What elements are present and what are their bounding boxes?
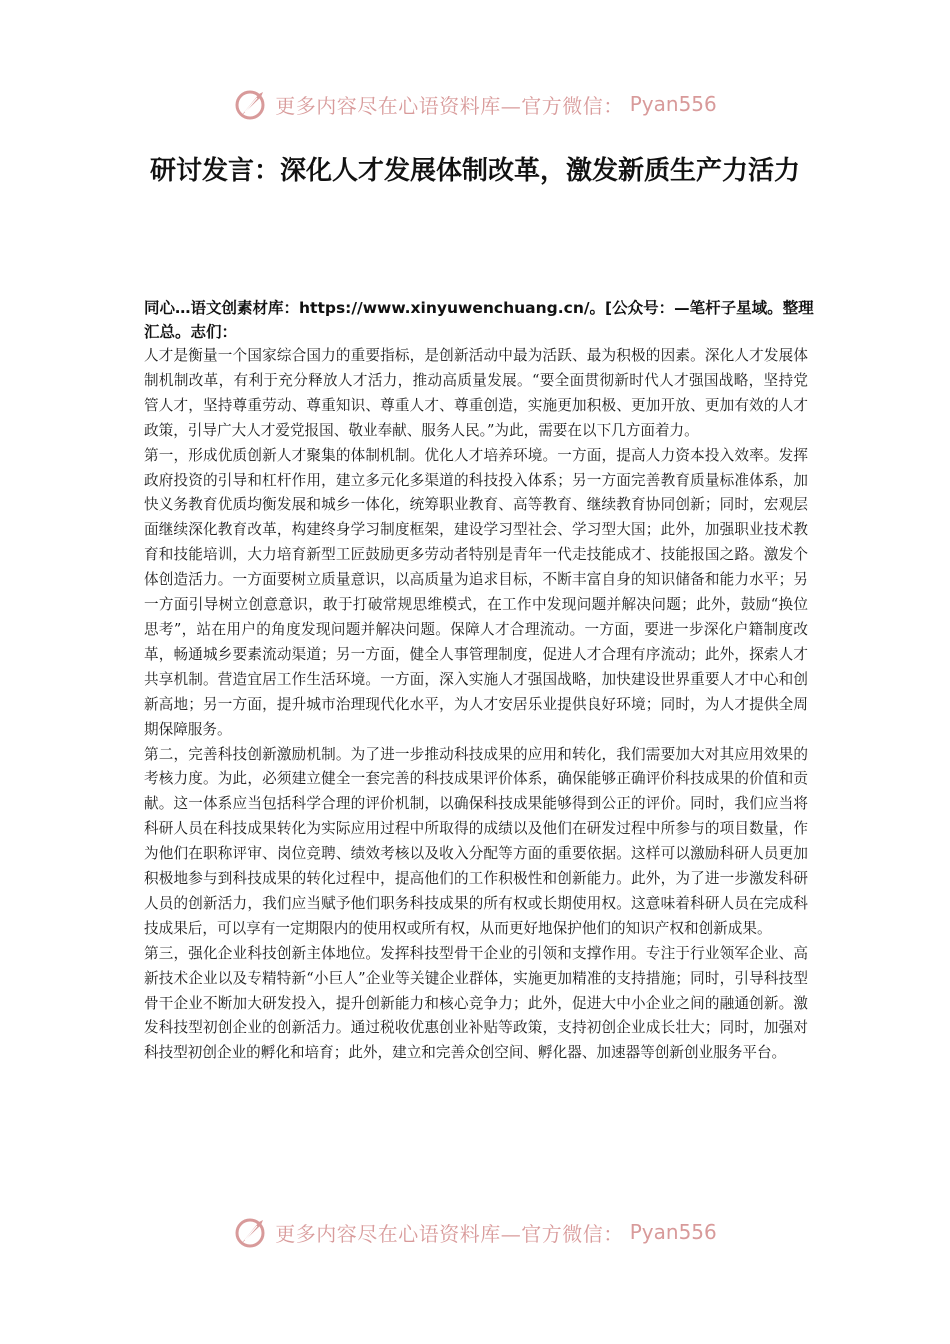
source-line: 同心…语文创素材库：https://www.xinyuwenchuang.cn/。[公众号：—笔杆子星域。整理汇总。志们： (144, 299, 814, 341)
banner-wechat-id: Pyan556 (629, 1220, 717, 1244)
paragraph: 第一，形成优质创新人才聚集的体制机制。优化人才培养环境。一方面，提高人力资本投入效率。发挥政府投资的引导和杠杆作用，建立多元化多渠道的科技投入体系；另一方面完善教育质量标准体系，加快义务教育优质均衡发展和城乡一体化，统筹职业教育、高等教育、继续教育协同创新；同时，宏观层面继续深化教育改革，构建终身学习制度框架，建设学习型社会、学习型大国；此外，加强职业技术教育和技能培训，大力培育新型工匠鼓励更多劳动者特别是青年一代走技能成才、技能报国之路。激发个体创造活力。一方面要树立质量意识，以高质量为追求目标，不断丰富自身的知识储备和能力水平；另一方面引导树立创意意识，敢于打破常规思维模式，在工作中发现问题并解决问题；此外，鼓励“换位思考”，站在用户的角度发现问题并解决问题。保障人才合理流动。一方面，要进一步深化户籍制度改革，畅通城乡要素流动渠道；另一方面，健全人事管理制度，促进人才合理有序流动；此外，探索人才共享机制。营造宜居工作生活环境。一方面，深入实施人才强国战略，加快建设世界重要人才中心和创新高地；另一方面，提升城市治理现代化水平，为人才安居乐业提供良好环境；同时，为人才提供全周期保障服务。 (144, 446, 808, 738)
paragraph: 人才是衡量一个国家综合国力的重要指标，是创新活动中最为活跃、最为积极的因素。深化人才发展体制机制改革，有利于充分释放人才活力，推动高质量发展。“要全面贯彻新时代人才强国战略，坚持党管人才，坚持尊重劳动、尊重知识、尊重人才、尊重创造，实施更加积极、更加开放、更加有效的人才政策，引导广大人才爱党报国、敬业奉献、服务人民。”为此，需要在以下几方面着力。 (144, 347, 808, 439)
header-banner (0, 84, 950, 124)
quill-logo-icon (233, 1214, 269, 1250)
paragraph: 第二，完善科技创新激励机制。为了进一步推动科技成果的应用和转化，我们需要加大对其应用效果的考核力度。为此，必须建立健全一套完善的科技成果评价体系，确保能够正确评价科技成果的价值和贡献。这一体系应当包括科学合理的评价机制，以确保科技成果能够得到公正的评价。同时，我们应当将科研人员在科技成果转化为实际应用过程中所取得的成绩以及他们在研发过程中所参与的项目数量，作为他们在职称评审、岗位竞聘、绩效考核以及收入分配等方面的重要依据。这样可以激励科研人员更加积极地参与到科技成果的转化过程中，提高他们的工作积极性和创新能力。此外，为了进一步激发科研人员的创新活力，我们应当赋予他们职务科技成果的所有权或长期使用权。这意味着科研人员在完成科技成果后，可以享有一定期限内的使用权或所有权，从而更好地保护他们的知识产权和创新成果。 (144, 745, 808, 937)
document-title: 研讨发言：深化人才发展体制改革，激发新质生产力活力 (149, 156, 800, 186)
quill-logo-icon (233, 86, 269, 122)
document-body (144, 344, 808, 1066)
banner-wechat-id: Pyan556 (629, 92, 717, 116)
banner-text: 更多内容尽在心语资料库—官方微信： (275, 93, 624, 118)
footer-banner (0, 1212, 950, 1252)
paragraph: 第三，强化企业科技创新主体地位。发挥科技型骨干企业的引领和支撑作用。专注于行业领军企业、高新技术企业以及专精特新“小巨人”企业等关键企业群体，实施更加精准的支持措施；同时，引导科技型骨干企业不断加大研发投入，提升创新能力和核心竞争力；此外，促进大中小企业之间的融通创新。激发科技型初创企业的创新活力。通过税收优惠创业补贴等政策，支持初创企业成长壮大；同时，加强对科技型初创企业的孵化和培育；此外，建立和完善众创空间、孵化器、加速器等创新创业服务平台。 (144, 944, 808, 1062)
banner-text: 更多内容尽在心语资料库—官方微信： (275, 1221, 624, 1246)
